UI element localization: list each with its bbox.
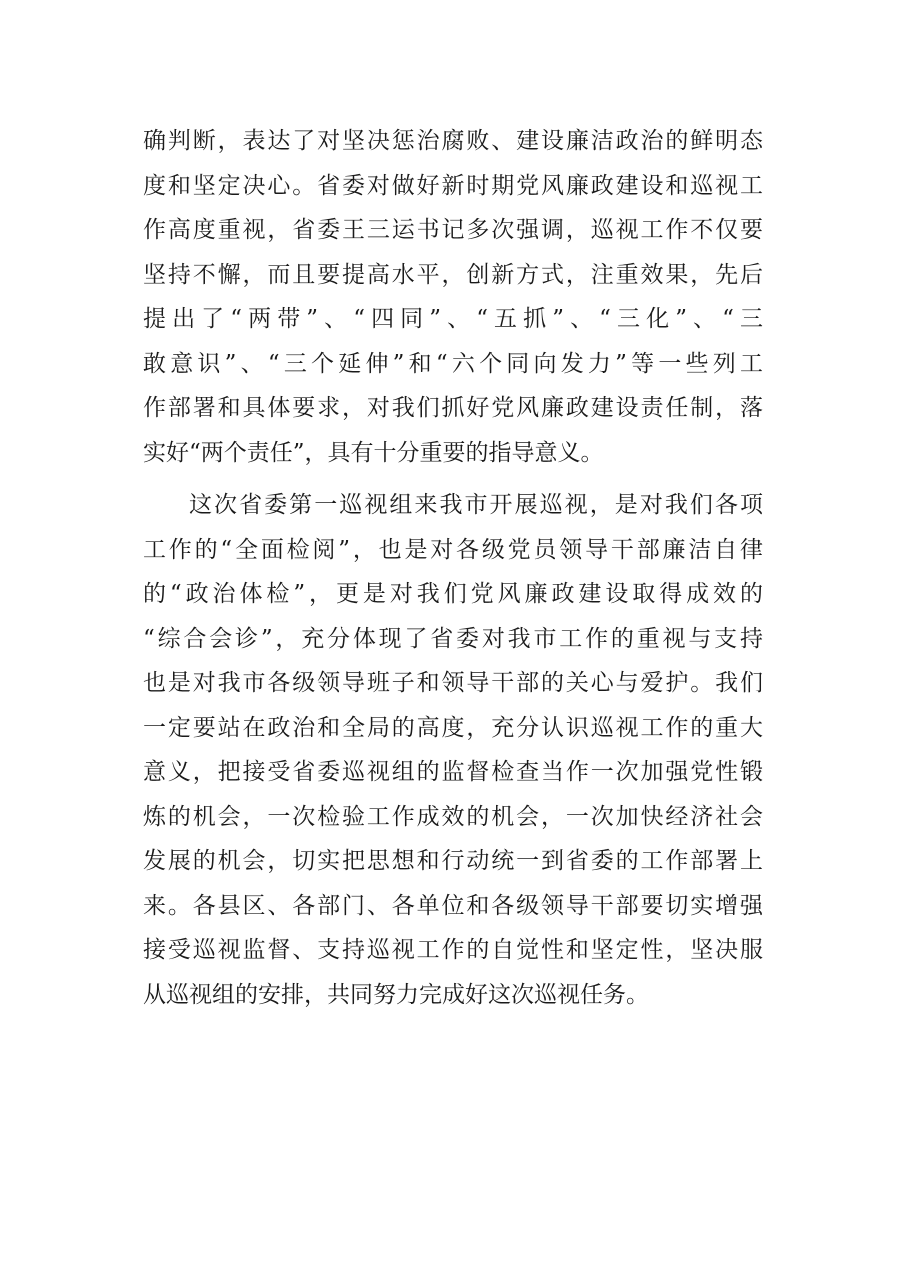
text-line: 接受巡视监督、支持巡视工作的自觉性和坚定性，坚决服: [143, 937, 763, 963]
text-line: 从巡视组的安排，共同努力完成好这次巡视任务。: [143, 981, 649, 1008]
text-line: 作部署和具体要求，对我们抓好党风廉政建设责任制，落: [143, 395, 763, 421]
text-line: 工作的“全面检阅”，也是对各级党员领导干部廉洁自律: [143, 536, 763, 563]
paragraph-2: [143, 483, 763, 1017]
text-line: 坚持不懈，而且要提高水平，创新方式，注重效果，先后: [143, 261, 763, 288]
paragraph-1: [143, 119, 763, 475]
text-line: 这次省委第一巡视组来我市开展巡视，是对我们各项: [189, 492, 763, 518]
text-line: 度和坚定决心。省委对做好新时期党风廉政建设和巡视工: [143, 172, 763, 199]
text-line: 确判断，表达了对坚决惩治腐败、建设廉洁政治的鲜明态: [143, 128, 763, 154]
paragraph-spacer: [143, 475, 763, 483]
text-line: 敢意识”、“三个延伸”和“六个同向发力”等一些列工: [143, 350, 763, 377]
text-line: 也是对我市各级领导班子和领导干部的关心与爱护。我们: [143, 670, 763, 696]
text-line: 的“政治体检”，更是对我们党风廉政建设取得成效的: [143, 581, 763, 607]
text-line: 意义，把接受省委巡视组的监督检查当作一次加强党性锻: [143, 759, 763, 785]
text-line: 实好“两个责任”，具有十分重要的指导意义。: [143, 439, 604, 466]
text-line: 作高度重视，省委王三运书记多次强调，巡视工作不仅要: [143, 217, 763, 243]
text-line: 来。各县区、各部门、各单位和各级领导干部要切实增强: [143, 892, 763, 919]
text-line: “综合会诊”，充分体现了省委对我市工作的重视与支持: [143, 625, 763, 652]
text-line: 一定要站在政治和全局的高度，充分认识巡视工作的重大: [143, 714, 763, 741]
body-text: [143, 119, 763, 1017]
text-line: 炼的机会，一次检验工作成效的机会，一次加快经济社会: [143, 803, 763, 830]
text-line: 发展的机会，切实把思想和行动统一到省委的工作部署上: [143, 848, 763, 874]
text-line: 提出了“两带”、“四同”、“五抓”、“三化”、“三: [143, 306, 763, 332]
